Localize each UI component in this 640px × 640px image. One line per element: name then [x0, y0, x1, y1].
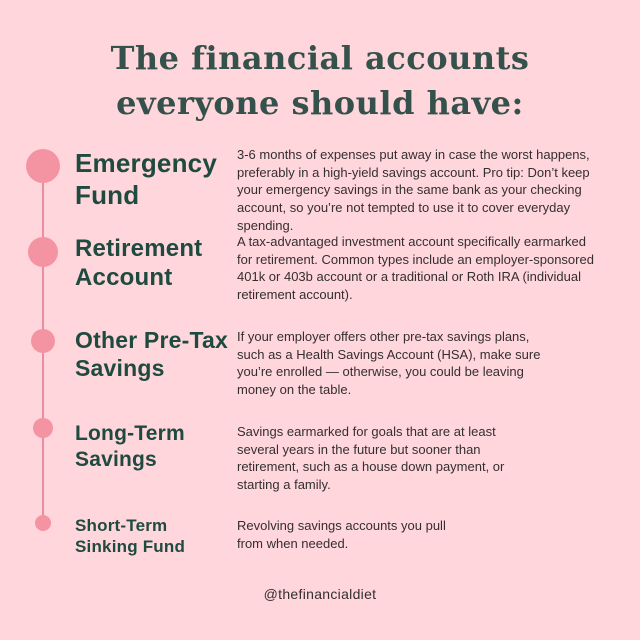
section-other-pre-tax-savings	[0, 324, 640, 414]
section-retirement-account	[0, 232, 640, 322]
section-description: A tax-advantaged investment account specifically earmarked for retirement. Common types include an employer-sponsored 401k or 403b account or a traditional or Roth IRA (individual retirement account).	[237, 234, 594, 303]
section-title: Long-Term Savings	[75, 422, 185, 471]
page-title-line2: everyone should have:	[116, 84, 524, 122]
section-description: 3-6 months of expenses put away in case the worst happens, preferably in a high-yield savings account. Pro tip: Don’t keep your emergency savings in the same bank as your checking account, so you’re not tempted to use it to cover everyday spending.	[237, 147, 590, 233]
section-title: Short-Term Sinking Fund	[75, 516, 186, 556]
bullet-circle-icon	[35, 515, 51, 531]
page-title-line1: The financial accounts	[110, 39, 530, 77]
page-title	[0, 36, 640, 126]
section-title: Retirement Account	[75, 235, 203, 292]
bullet-circle-icon	[26, 149, 60, 183]
bullet-circle-icon	[28, 237, 58, 267]
social-handle: @thefinancialdiet	[263, 586, 377, 602]
bullet-circle-icon	[33, 418, 53, 438]
section-description: Savings earmarked for goals that are at least several years in the future but sooner than retirement, such as a house down payment, or starting a family.	[237, 424, 505, 493]
section-description: If your employer offers other pre-tax savings plans, such as a Health Savings Account (HSA), make sure you’re enrolled — otherwise, you could be leaving money on the table.	[237, 329, 541, 398]
section-title: Emergency Fund	[75, 148, 217, 210]
section-long-term-savings	[0, 418, 640, 508]
section-description: Revolving savings accounts you pull from when needed.	[237, 518, 446, 551]
bullet-circle-icon	[31, 329, 55, 353]
section-emergency-fund	[0, 146, 640, 236]
section-title: Other Pre-Tax Savings	[75, 327, 228, 382]
